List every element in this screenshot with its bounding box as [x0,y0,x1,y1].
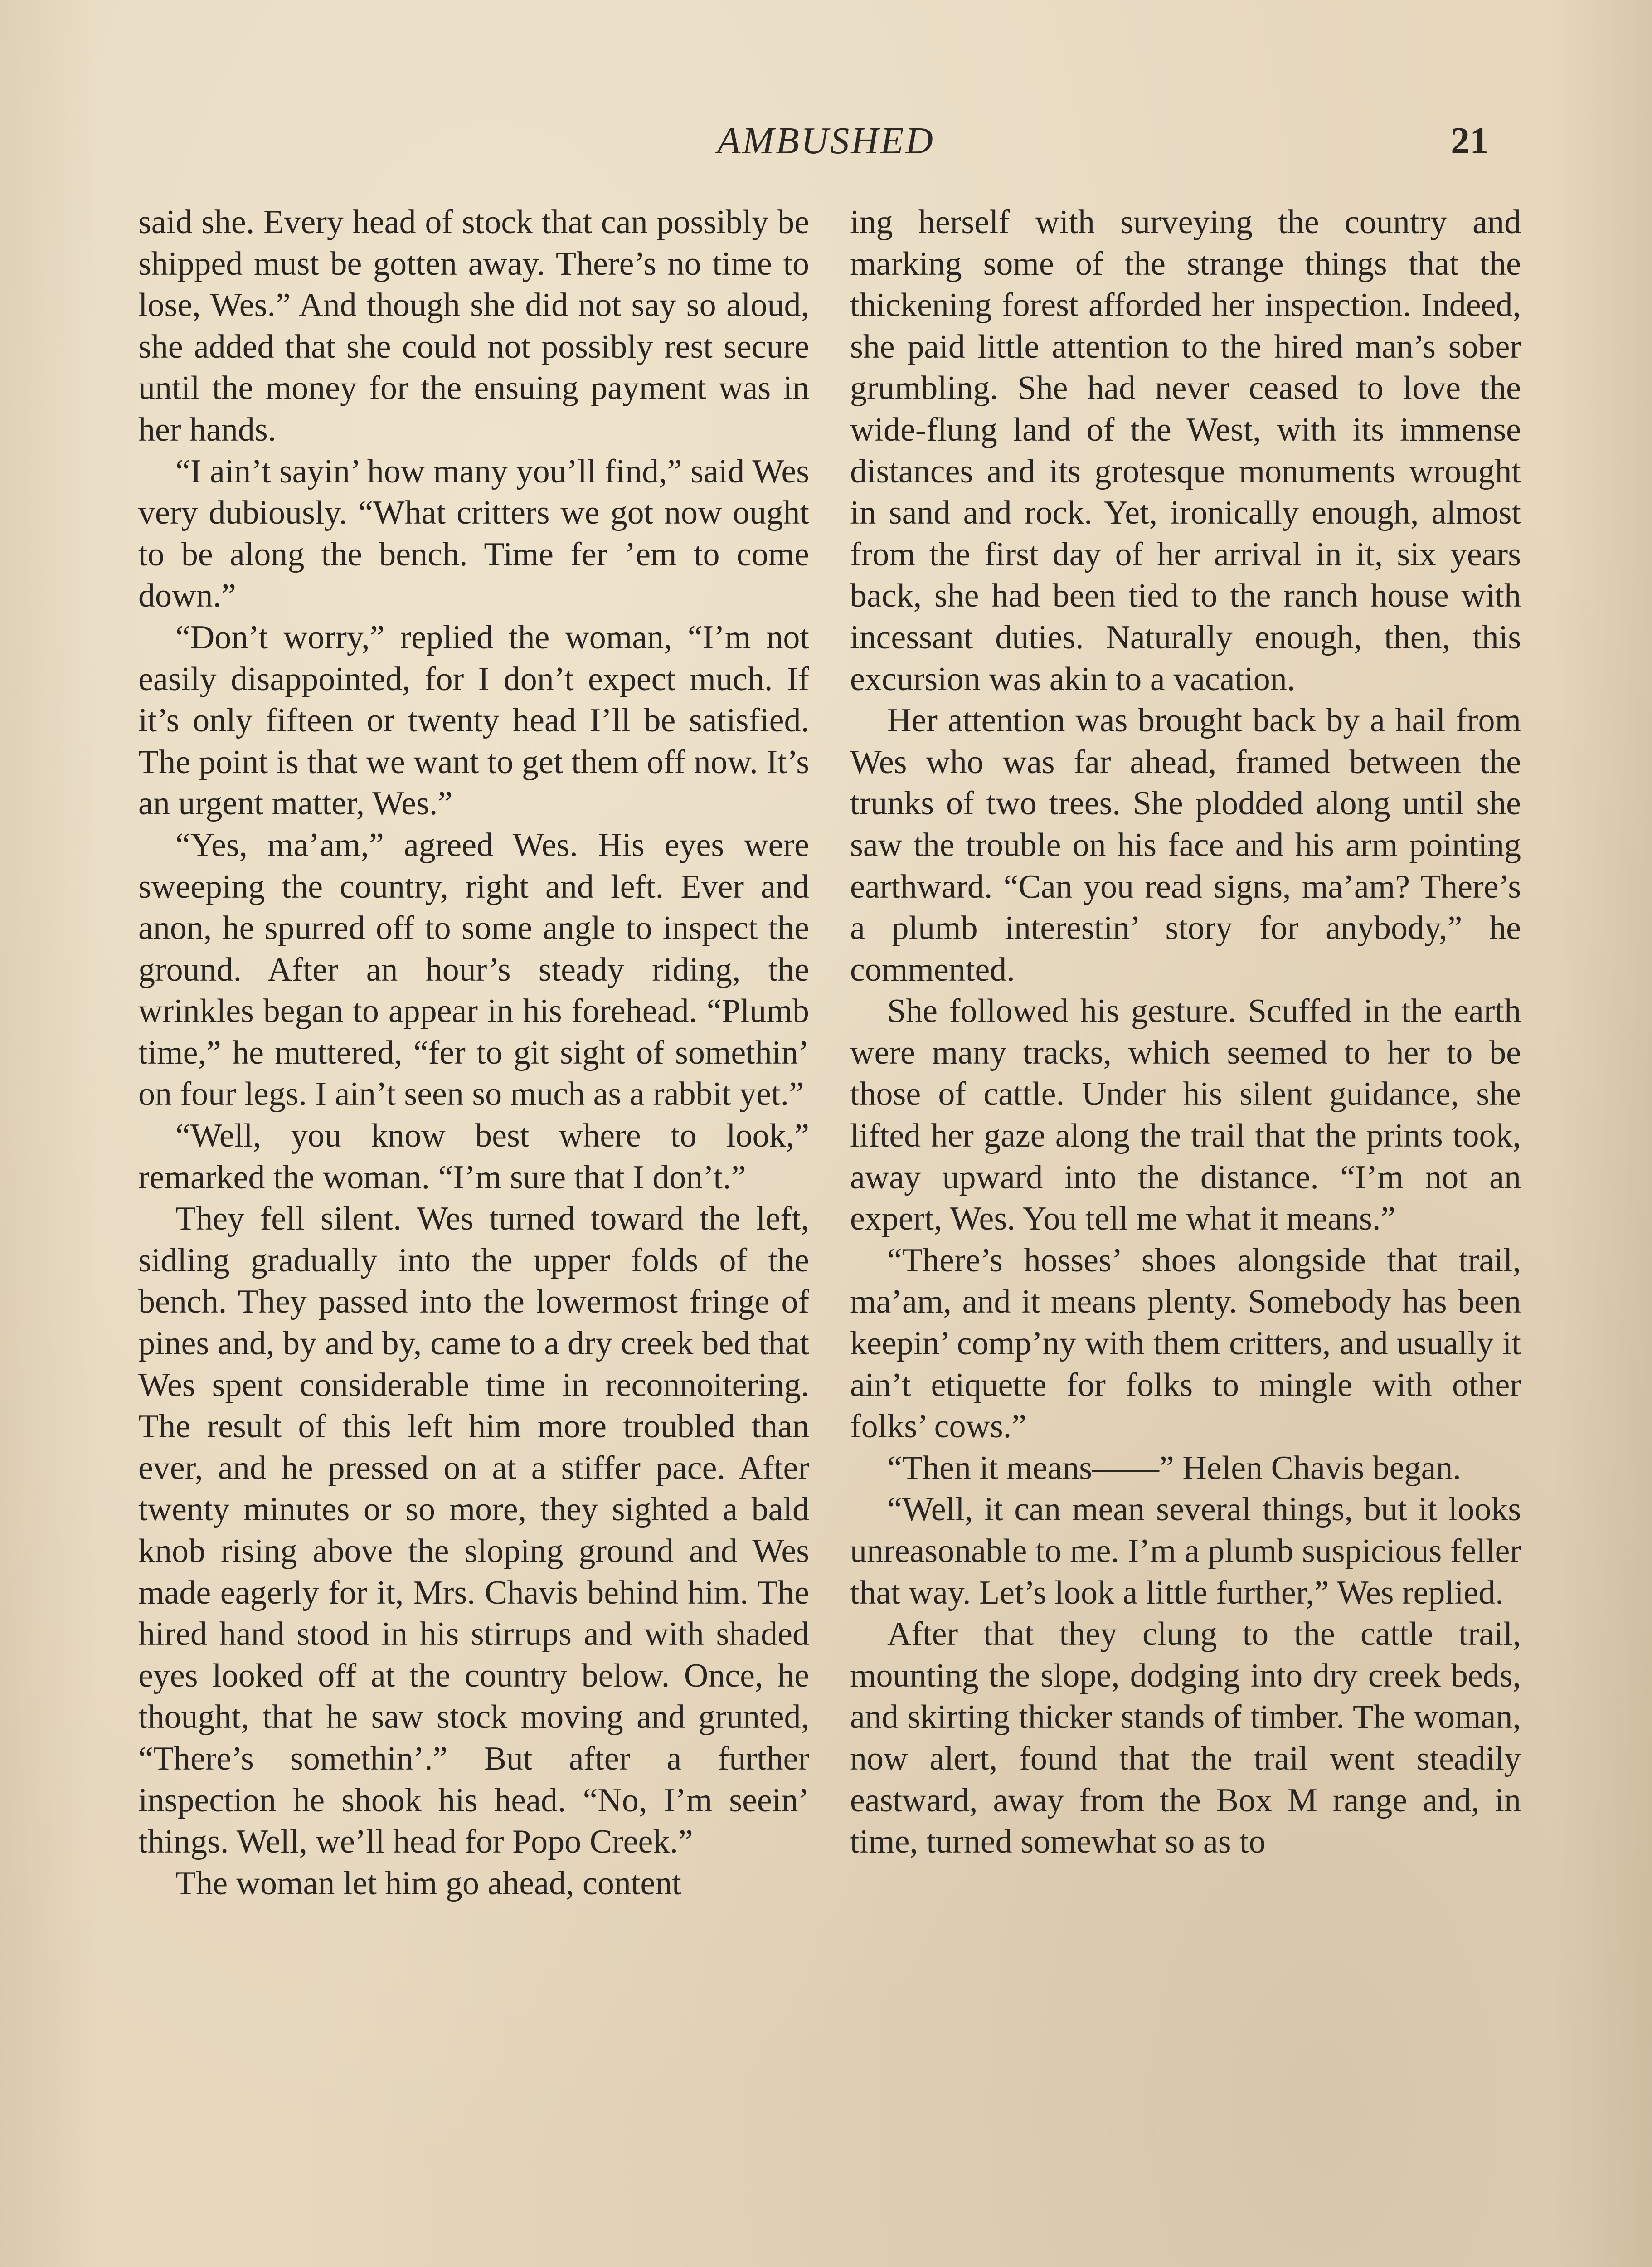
paragraph: The woman let him go ahead, content [175,1864,681,1902]
paragraph: “Well, you know best where to look,” remarked the woman. “I’m sure that I don’t.” [138,1117,809,1196]
right-column [850,202,1521,2267]
paragraph: After that they clung to the cattle trail, mounting the slope, dodging into dry creek beds, and skirting thicker stands of timber. The woman, now alert, found that the trail went steadily eastward, away from the Box M range and, in time, turned somewhat so as to [850,1615,1521,1861]
paragraph: “Yes, ma’am,” agreed Wes. His eyes were sweeping the country, right and left. Ever and anon, he spurred off to some angle to inspect the ground. After an hour’s steady riding, the wrinkles began to appear in his forehead. “Plumb time,” he muttered, “fer to git sight of somethin’ on four legs. I ain’t seen so much as a rabbit yet.” [138,826,809,1113]
paragraph: Her attention was brought back by a hail from Wes who was far ahead, framed between the trunks of two trees. She plodded along until she saw the trouble on his face and his arm pointing earthward. “Can you read signs, ma’am? There’s a plumb interestin’ story for anybody,” he commented. [850,702,1521,988]
paragraph: They fell silent. Wes turned toward the left, sidling gradually into the upper folds of the bench. They passed into the lowermost fringe of pines and, by and by, came to a dry creek bed that Wes spent considerable time in reconnoitering. The result of this left him more troubled than ever, and he pressed on at a stiffer pace. After twenty minutes or so more, they sighted a bald knob rising above the sloping ground and Wes made eagerly for it, Mrs. Chavis behind him. The hired hand stood in his stirrups and with shaded eyes looked off at the country below. Once, he thought, that he saw stock moving and grunted, “There’s somethin’.” But after a further inspection he shook his head. “No, I’m seein’ things. Well, we’ll head for Popo Creek.” [138,1200,809,1861]
paragraph: “Then it means——” Helen Chavis began. [887,1449,1461,1487]
paragraph: She followed his gesture. Scuffed in the earth were many tracks, which seemed to her to be those of cattle. Under his silent guidance, she lifted her gaze along the trail that the prints took, away upward into the distance. “I’m not an expert, Wes. You tell me what it means.” [850,992,1521,1238]
paragraph: “Well, it can mean several things, but it looks unreasonable to me. I’m a plumb suspicious feller that way. Let’s look a little further,” Wes replied. [850,1491,1521,1611]
page-number: 21 [1451,120,1489,162]
paragraph: ing herself with surveying the country and marking some of the strange things that the thickening forest afforded her inspection. Indeed, she paid little attention to the hired man’s sober grumbling. She had never ceased to love the wide-flung land of the West, with its immense distances and its grotesque monuments wrought in sand and rock. Yet, ironically enough, almost from the first day of her arrival in it, six years back, she had been tied to the ranch house with incessant duties. Naturally enough, then, this excursion was akin to a vacation. [850,204,1521,698]
paragraph: “There’s hosses’ shoes alongside that trail, ma’am, and it means plenty. Somebody has been keepin’ comp’ny with them critters, and usually it ain’t etiquette for folks to mingle with other folks’ cows.” [850,1241,1521,1445]
paragraph: “I ain’t sayin’ how many you’ll find,” said Wes very dubiously. “What critters we got now ought to be along the bench. Time fer ’em to come down.” [138,452,809,615]
running-title: AMBUSHED [717,120,935,162]
running-head [0,119,1652,169]
left-column [138,202,809,2267]
paragraph: said she. Every head of stock that can possibly be shipped must be gotten away. There’s no time to lose, Wes.” And though she did not say so aloud, she added that she could not possibly rest secure until the money for the ensuing payment was in her hands. [138,204,809,448]
paragraph: “Don’t worry,” replied the woman, “I’m not easily disappointed, for I don’t expect much. If it’s only fifteen or twenty head I’ll be satisfied. The point is that we want to get them off now. It’s an urgent matter, Wes.” [138,618,809,822]
